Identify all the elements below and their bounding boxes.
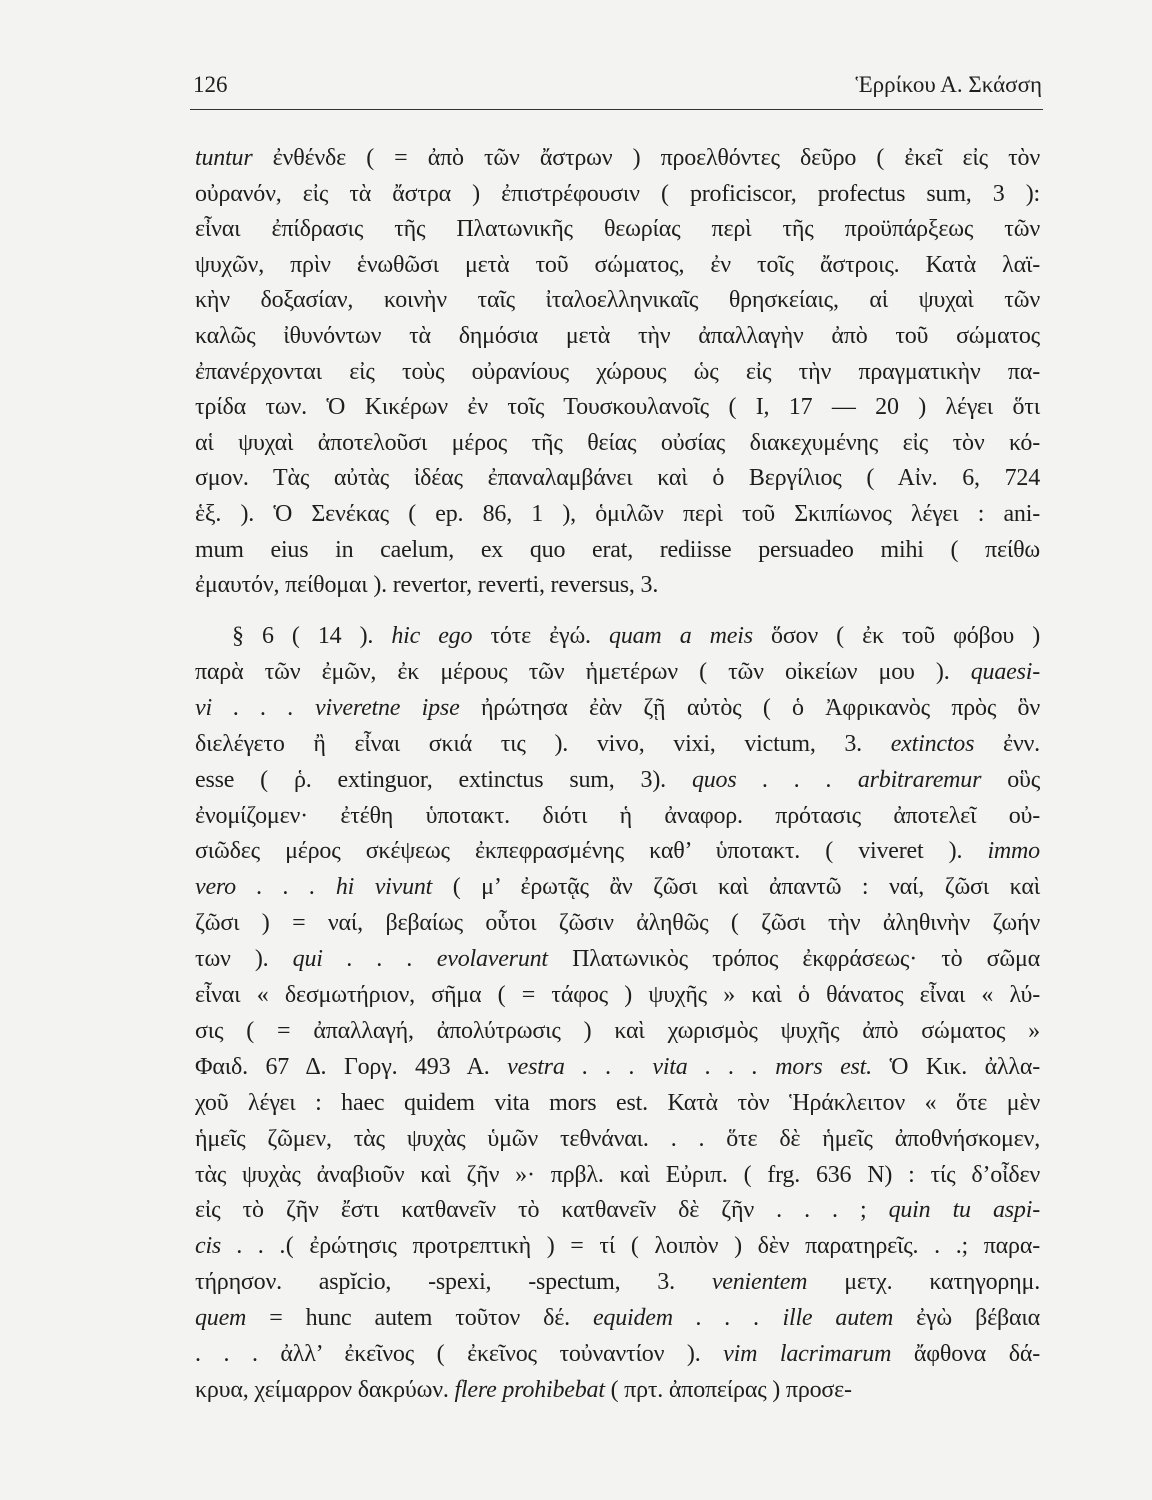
text-line [195,1192,1040,1228]
text-segment: ψυχῶν, πρὶν ἑνωθῶσι μετὰ τοῦ σώματος, ἐν τοῖς ἄστροις. Κατὰ λαϊ- [195,251,1040,278]
text-segment: παρὰ τῶν ἐμῶν, ἐκ μέρους τῶν ἡμετέρων ( τῶν οἰκείων μου ). [195,658,971,685]
text-segment: τρίδα των. Ὁ Κικέρων ἐν τοῖς Τουσκουλανοῖς ( I, 17 — 20 ) λέγει ὅτι [195,394,1040,421]
text-segment: § 6 ( 14 ). [232,623,392,649]
text-line [195,905,1040,941]
text-segment: . . . ἀλλ’ ἐκεῖνος ( ἐκεῖνος τοὐναντίον ). [195,1341,724,1367]
italic-latin-lemma: venientem [711,1269,808,1296]
text-segment: ἐνν. [974,730,1040,757]
text-segment: ἐγὼ βέβαια [893,1305,1040,1332]
text-line [195,247,1040,283]
text-line [195,1121,1040,1157]
italic-latin-lemma: qui . . . evolaverunt [292,946,548,973]
text-line [195,1228,1040,1264]
text-line [232,618,1040,654]
text-segment: τὰς ψυχὰς ἀναβιοῦν καὶ ζῆν »· πρβλ. καὶ Εὐριπ. ( frg. 636 N) : τίς δ’οἶδεν [195,1161,1040,1188]
text-line [195,1372,1040,1408]
text-segment: αἱ ψυχαὶ ἀποτελοῦσι μέρος τῆς θείας οὐσίας διακεχυμένης εἰς τὸν κό- [195,429,1040,456]
text-line [195,389,1040,425]
text-segment: ὅσον ( ἐκ τοῦ φόβου ) [752,623,1041,649]
italic-latin-lemma: equidem . . . ille autem [592,1305,894,1332]
text-line [195,654,1040,690]
text-line [195,1049,1040,1085]
text-segment: ἐνομίζομεν· ἐτέθη ὑποτακτ. διότι ἡ ἀναφορ. πρότασις ἀποτελεῖ οὐ- [195,802,1040,829]
italic-latin-lemma: hic ego [391,623,473,649]
italic-latin-lemma: quaesi- [970,658,1040,685]
text-line [195,690,1040,726]
text-line [195,977,1040,1013]
text-line [195,941,1040,977]
text-segment: ἑξ. ). Ὁ Σενέκας ( ep. 86, 1 ), ὁμιλῶν περὶ τοῦ Σκιπίωνος λέγει : ani- [195,501,1040,527]
running-title: Ἑρρίκου Α. Σκάσση [855,72,1042,97]
text-segment: χοῦ λέγει : haec quidem vita mors est. Κατὰ τὸν Ἡράκλειτον « ὅτε μὲν [195,1089,1040,1116]
text-segment: κρυα, χείμαρρον δακρύων. [195,1376,455,1403]
italic-latin-lemma: vim lacrimarum [723,1341,892,1367]
text-segment: ἄφθονα δά- [891,1341,1040,1367]
italic-latin-lemma: quam a meis [609,623,753,649]
text-line [195,140,1040,176]
text-segment: ἐνθένδε ( = ἀπὸ τῶν ἄστρων ) προελθόντες δεῦρο ( ἐκεῖ εἰς τὸν [252,145,1040,171]
text-line [195,211,1040,247]
text-line [195,726,1040,762]
text-segment: οὐρανόν, εἰς τὰ ἄστρα ) ἐπιστρέφουσιν ( proficiscor, profectus sum, 3 ): [195,180,1040,207]
text-segment: μετχ. κατηγορημ. [807,1269,1040,1296]
text-segment: Πλατωνικὸς τρόπος ἐκφράσεως· τὸ σῶμα [547,946,1040,973]
text-segment: esse ( ῥ. extinguor, extinctus sum, 3). [195,766,692,793]
text-segment: ( μ’ ἐρωτᾷς ἂν ζῶσι καὶ ἀπαντῶ : ναί, ζῶσι καὶ [432,874,1040,901]
text-segment: τήρησον. aspĭcio, -spexi, -spectum, 3. [195,1269,712,1296]
text-segment: ( ἐρώτησις προτρεπτικὴ ) = τί ( λοιπὸν ) δὲν παρατηρεῖς. . .; παρα- [285,1233,1040,1260]
text-line [195,833,1040,869]
text-line [195,318,1040,354]
text-segment: κὴν δοξασίαν, κοινὴν ταῖς ἰταλοελληνικαῖς θρησκείαις, αἱ ψυχαὶ τῶν [195,287,1040,314]
text-line [195,425,1040,461]
text-line [195,1300,1040,1336]
text-segment: Ὁ Κικ. ἀλλα- [871,1053,1040,1080]
text-segment: σμον. Τὰς αὐτὰς ἰδέας ἐπαναλαμβάνει καὶ ὁ Βεργίλιος ( Αἰν. 6, 724 [195,465,1040,492]
text-line [195,1013,1040,1049]
text-line [195,460,1040,496]
text-line [195,1157,1040,1193]
text-segment: εἶναι « δεσμωτήριον, σῆμα ( = τάφος ) ψυχῆς » καὶ ὁ θάνατος εἶναι « λύ- [195,982,1040,1008]
text-segment: ἐμαυτόν, πείθομαι ). revertor, reverti, reversus, 3. [195,572,659,599]
italic-latin-lemma: immo [987,838,1040,865]
text-line [195,282,1040,318]
text-segment: καλῶς ἰθυνόντων τὰ δημόσια μετὰ τὴν ἀπαλλαγὴν ἀπὸ τοῦ σώματος [195,323,1040,349]
italic-latin-lemma: tuntur [195,145,253,171]
text-segment: τότε ἐγώ. [472,623,610,649]
text-segment: ἠρώτησα ἐὰν ζῇ αὐτὸς ( ὁ Ἀφρικανὸς πρὸς ὃν [459,694,1040,721]
text-line [195,496,1040,532]
italic-latin-lemma: vi . . . viveretne ipse [195,694,460,721]
page-number: 126 [193,72,228,97]
italic-latin-lemma: quem [195,1305,247,1332]
text-segment: mum eius in caelum, ex quo erat, rediisse persuadeo mihi ( πείθω [195,536,1040,563]
header-rule [190,109,1043,110]
text-line [195,567,1040,603]
text-line [195,762,1040,798]
text-segment: σιῶδες μέρος σκέψεως ἐκπεφρασμένης καθ’ ὑποτακτ. ( viveret ). [195,838,988,865]
italic-latin-lemma: extinctos [890,730,975,757]
text-segment: = hunc autem τοῦτον δέ. [246,1305,593,1332]
text-segment: των ). [195,946,293,973]
italic-latin-lemma: cis . . . [195,1233,286,1260]
text-line [195,1264,1040,1300]
text-segment: διελέγετο ἢ εἶναι σκιά τις ). vivo, vixi, victum, 3. [195,730,891,757]
text-segment: εἰς τὸ ζῆν ἔστι κατθανεῖν τὸ κατθανεῖν δὲ ζῆν . . . ; [195,1197,889,1224]
text-line [195,354,1040,390]
italic-latin-lemma: flere prohibebat [454,1376,605,1403]
text-segment: εἶναι ἐπίδρασις τῆς Πλατωνικῆς θεωρίας περὶ τῆς προϋπάρξεως τῶν [195,216,1040,243]
text-line [195,869,1040,905]
text-line [195,532,1040,568]
text-line [195,1085,1040,1121]
text-segment: οὓς [981,766,1040,793]
text-segment: ( πρτ. ἀποπείρας ) προσε- [604,1376,852,1403]
text-segment: σις ( = ἀπαλλαγή, ἀπολύτρωσις ) καὶ χωρισμὸς ψυχῆς ἀπὸ σώματος » [195,1017,1040,1044]
text-line [195,176,1040,212]
text-segment: Φαιδ. 67 Δ. Γοργ. 493 Α. [195,1053,508,1080]
italic-latin-lemma: vestra . . . vita . . . mors est. [507,1053,872,1080]
text-segment: ζῶσι ) = ναί, βεβαίως οὗτοι ζῶσιν ἀληθῶς ( ζῶσι τὴν ἀληθινὴν ζωήν [195,910,1040,937]
text-line [195,798,1040,834]
italic-latin-lemma: quin tu aspi- [888,1197,1040,1224]
text-line [195,1336,1040,1372]
text-segment: ἐπανέρχονται εἰς τοὺς οὐρανίους χώρους ὡς εἰς τὴν πραγματικὴν πα- [195,358,1040,385]
italic-latin-lemma: vero . . . hi vivunt [195,874,433,901]
text-segment: ἡμεῖς ζῶμεν, τὰς ψυχὰς ὑμῶν τεθνάναι. . . ὅτε δὲ ἡμεῖς ἀποθνήσκομεν, [195,1125,1040,1152]
italic-latin-lemma: quos . . . arbitraremur [691,766,982,793]
